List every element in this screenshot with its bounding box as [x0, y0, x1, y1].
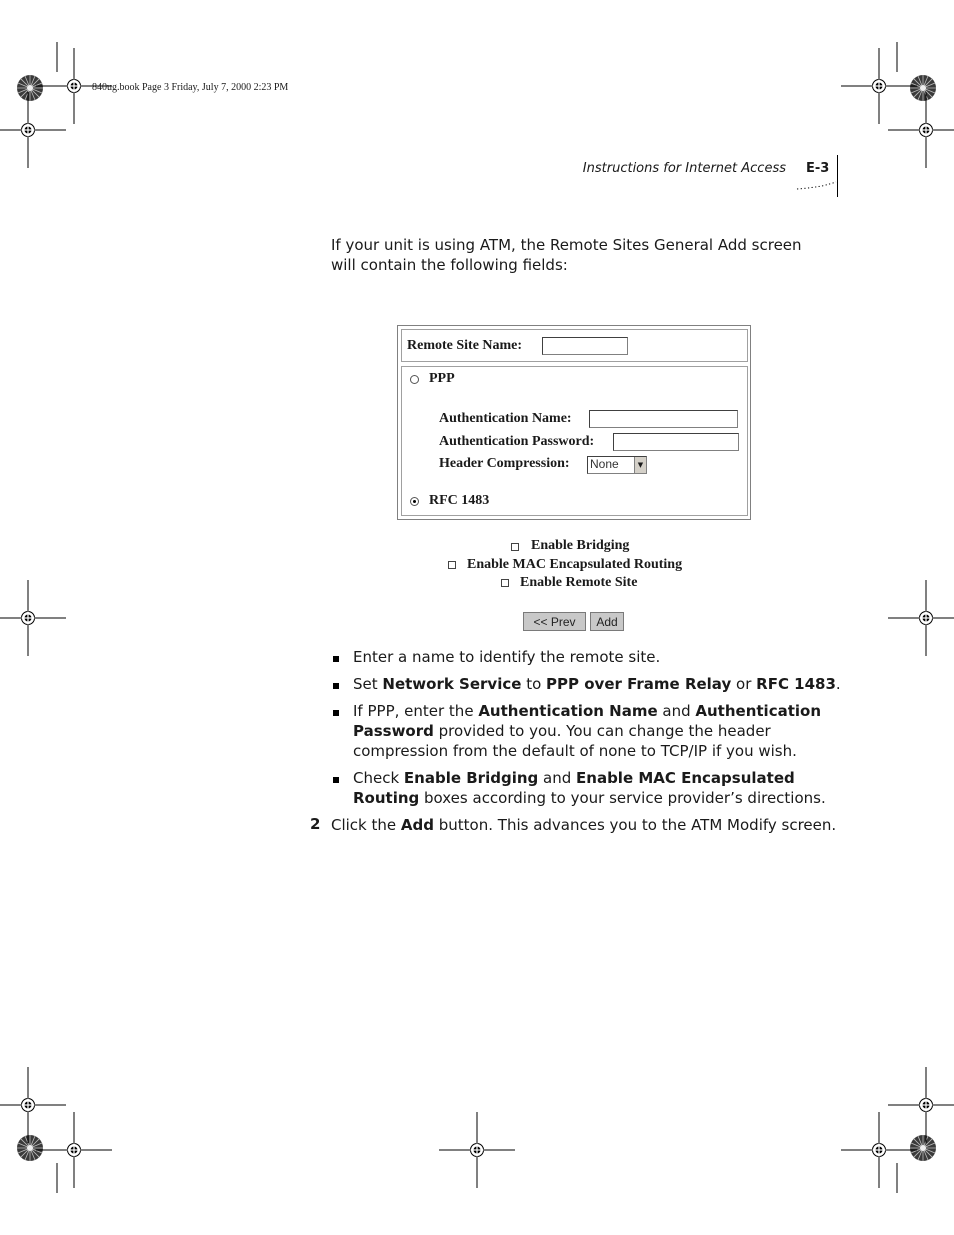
bullet-marker: [333, 656, 339, 662]
enable-bridging-checkbox[interactable]: [511, 543, 519, 551]
enable-bridging-label: Enable Bridging: [531, 538, 630, 553]
chevron-down-icon[interactable]: ▼: [634, 457, 646, 473]
ppp-radio[interactable]: [410, 375, 419, 384]
prev-button[interactable]: << Prev: [523, 612, 586, 631]
auth-name-input[interactable]: [589, 410, 738, 428]
crosshair-icon: [36, 1112, 112, 1188]
enable-remote-site-label: Enable Remote Site: [520, 575, 638, 590]
enable-mac-routing-label: Enable MAC Encapsulated Routing: [467, 557, 683, 572]
bullet-item: Set Network Service to PPP over Frame Relay or RFC 1483.: [353, 675, 841, 693]
enable-mac-routing-checkbox[interactable]: [448, 561, 456, 569]
crosshair-icon: [439, 1112, 515, 1188]
auth-name-label: Authentication Name:: [439, 411, 572, 426]
enable-remote-site-checkbox[interactable]: [501, 579, 509, 587]
crosshair-icon: [0, 580, 66, 656]
ppp-label: PPP: [429, 371, 455, 386]
header-compression-value: None: [590, 457, 619, 471]
crosshair-icon: [841, 1112, 917, 1188]
star-target-icon: [17, 1135, 43, 1161]
crosshair-icon: [888, 1067, 954, 1143]
star-target-icon: [17, 75, 43, 101]
auth-password-label: Authentication Password:: [439, 434, 595, 449]
page-tab-dots: [796, 181, 838, 191]
star-target-icon: [910, 75, 936, 101]
crosshair-icon: [0, 1067, 66, 1143]
bullet-item: Check Enable Bridging and Enable MAC Encapsulated Routing boxes according to your service provider’s directions.: [353, 769, 826, 807]
remote-site-name-input[interactable]: [542, 337, 628, 355]
crosshair-icon: [841, 48, 917, 124]
book-meta: 840ug.book Page 3 Friday, July 7, 2000 2:23 PM: [92, 82, 289, 93]
step-text: Click the Add button. This advances you to the ATM Modify screen.: [331, 816, 837, 834]
rfc-1483-radio[interactable]: [410, 497, 419, 506]
page-number: E-3: [806, 161, 830, 176]
step-number: 2: [310, 815, 321, 833]
bullet-marker: [333, 777, 339, 783]
bullet-marker: [333, 683, 339, 689]
running-title: Instructions for Internet Access: [582, 161, 786, 176]
intro-paragraph: If your unit is using ATM, the Remote Sites General Add screen will contain the following fields:: [331, 236, 802, 274]
bullet-item: Enter a name to identify the remote site.: [353, 648, 661, 666]
bullet-item: If PPP, enter the Authentication Name and Authentication Password provided to you. You can change the header compression from the default of none to TCP/IP if you wish.: [353, 702, 822, 760]
bullet-marker: [333, 710, 339, 716]
header-compression-label: Header Compression:: [439, 456, 570, 471]
add-button[interactable]: Add: [590, 612, 624, 631]
rfc-1483-label: RFC 1483: [429, 493, 490, 508]
crosshair-icon: [888, 92, 954, 168]
crosshair-icon: [0, 92, 66, 168]
remote-site-name-label: Remote Site Name:: [407, 338, 523, 353]
crosshair-icon: [888, 580, 954, 656]
crop-lines: [57, 42, 897, 1193]
star-target-icon: [910, 1135, 936, 1161]
auth-password-input[interactable]: [613, 433, 739, 451]
